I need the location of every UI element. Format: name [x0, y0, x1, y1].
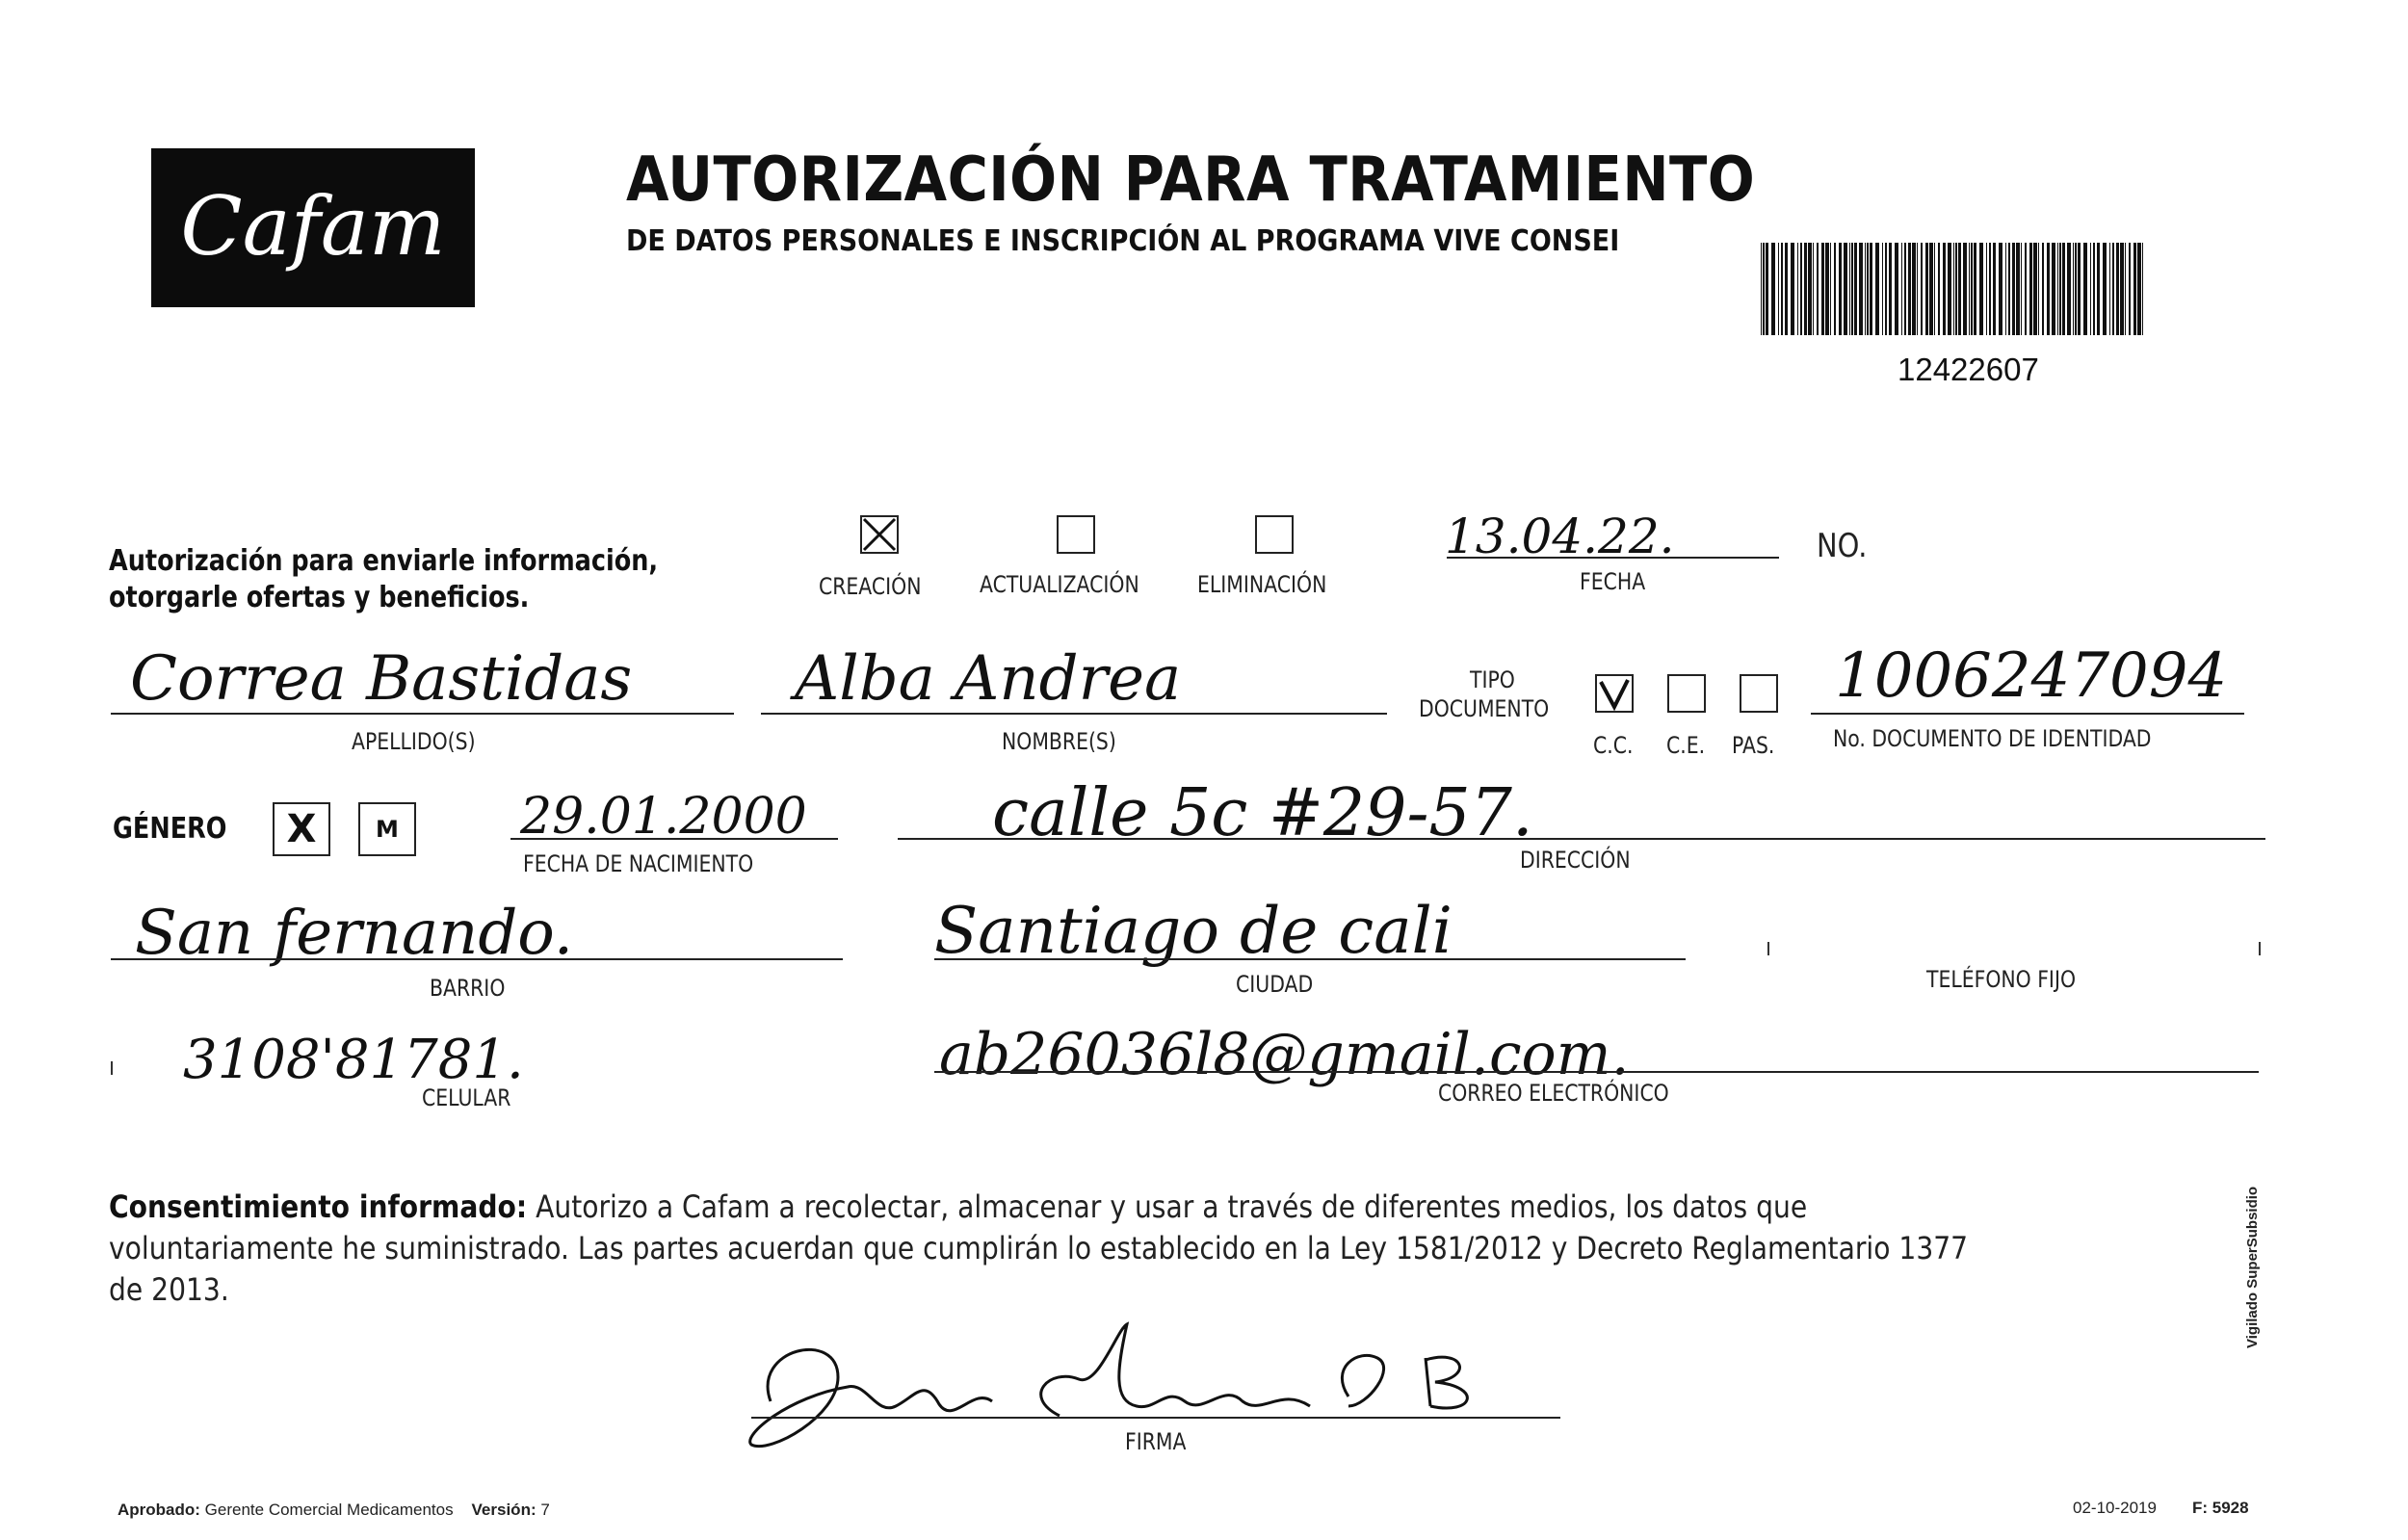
- barcode-bar: [2078, 243, 2081, 335]
- barcode-bar: [1948, 243, 1951, 335]
- barcode-bar: [2021, 243, 2022, 335]
- barcode-bar: [1771, 243, 1775, 335]
- barcode-bar: [1963, 243, 1967, 335]
- aprobado-label: Aprobado:: [118, 1501, 200, 1519]
- barcode-bar: [1969, 243, 1970, 335]
- check-v-icon: [1597, 676, 1632, 711]
- pas-label: PAS.: [1732, 732, 1775, 759]
- nacimiento-line: [510, 838, 838, 840]
- barcode-bar: [2025, 243, 2027, 335]
- barcode-bar: [1921, 243, 1923, 335]
- barcode-bar: [1993, 243, 1996, 335]
- direccion-line: [898, 838, 2265, 840]
- aprobado-value: Gerente Comercial Medicamentos: [204, 1501, 454, 1519]
- telefono-label: TELÉFONO FIJO: [1926, 966, 2077, 993]
- barcode-bar: [1781, 243, 1783, 335]
- barcode-bar: [1808, 243, 1812, 335]
- barcode-bar: [1885, 243, 1887, 335]
- creacion-label: CREACIÓN: [819, 573, 922, 600]
- nombres-value: Alba Andrea: [795, 643, 1182, 715]
- barcode-bar: [2093, 243, 2095, 335]
- documento-line: [1811, 713, 2244, 715]
- barcode-bar: [2005, 243, 2006, 335]
- barcode-bar: [1854, 243, 1857, 335]
- barcode-bar: [2112, 243, 2114, 335]
- cafam-logo-mark: [151, 148, 475, 307]
- barcode-bar: [1865, 243, 1866, 335]
- barcode-bar: [2090, 243, 2091, 335]
- correo-label: CORREO ELECTRÓNICO: [1438, 1080, 1669, 1107]
- check-x-icon: [862, 517, 897, 552]
- barcode-bar: [1895, 243, 1898, 335]
- genero-f-mark: X: [286, 807, 317, 851]
- barcode-bar: [2120, 243, 2124, 335]
- barcode-bar: [1979, 243, 1983, 335]
- genero-f-checkbox[interactable]: [273, 802, 330, 856]
- telefono-tick-left: [1767, 942, 1769, 955]
- version-label: Versión:: [471, 1501, 537, 1519]
- consent-paragraph: [109, 1187, 1991, 1311]
- form-title: AUTORIZACIÓN PARA TRATAMIENTO: [626, 144, 1756, 216]
- creacion-checkbox[interactable]: [860, 515, 899, 554]
- barcode-bar: [1785, 243, 1788, 335]
- version-value: 7: [540, 1501, 550, 1519]
- barcode-bar: [2103, 243, 2107, 335]
- barcode-bar: [1821, 243, 1824, 335]
- barcode-bar: [1817, 243, 1819, 335]
- barcode-bar: [1953, 243, 1954, 335]
- barcode-bar: [1761, 243, 1762, 335]
- barcode-bar: [2052, 243, 2055, 335]
- genero-m-checkbox[interactable]: [358, 802, 416, 856]
- footer-date: 02-10-2019: [2073, 1499, 2157, 1517]
- celular-value: 3108'81781.: [183, 1029, 524, 1091]
- genero-m-label: M: [376, 816, 399, 843]
- apellidos-value: Correa Bastidas: [130, 643, 633, 715]
- telefono-tick-right: [2259, 942, 2261, 955]
- barcode-bar: [2129, 243, 2131, 335]
- barcode-bar: [1867, 243, 1869, 335]
- barcode: [1761, 243, 2148, 335]
- barcode-number: 12422607: [1898, 352, 2039, 387]
- barcode-bar: [2029, 243, 2032, 335]
- fecha-label: FECHA: [1580, 568, 1646, 595]
- ciudad-value: Santiago de cali: [934, 894, 1453, 968]
- barcode-bar: [1938, 243, 1940, 335]
- barcode-bar: [2008, 243, 2010, 335]
- barcode-bar: [1875, 243, 1879, 335]
- barcode-bar: [1908, 243, 1911, 335]
- ce-checkbox[interactable]: [1667, 674, 1706, 713]
- barcode-bar: [2075, 243, 2077, 335]
- barcode-bar: [1989, 243, 1991, 335]
- barcode-bar: [2059, 243, 2061, 335]
- barcode-bar: [1929, 243, 1933, 335]
- barcode-bar: [2137, 243, 2141, 335]
- genero-label: GÉNERO: [113, 812, 227, 846]
- celular-tick-left: [111, 1061, 113, 1075]
- actualizacion-label: ACTUALIZACIÓN: [980, 571, 1139, 598]
- barcode-bar: [2042, 243, 2044, 335]
- eliminacion-checkbox[interactable]: [1255, 515, 1294, 554]
- barcode-bar: [2109, 243, 2110, 335]
- barcode-bar: [1763, 243, 1765, 335]
- actualizacion-checkbox[interactable]: [1057, 515, 1095, 554]
- consent-heading: Consentimiento informado:: [109, 1188, 528, 1225]
- barcode-bar: [1849, 243, 1850, 335]
- barcode-bar: [1904, 243, 1906, 335]
- nombres-label: NOMBRE(S): [1002, 728, 1116, 755]
- documento-label: No. DOCUMENTO DE IDENTIDAD: [1833, 725, 2152, 752]
- apellidos-line: [111, 713, 734, 715]
- barcode-bar: [1958, 243, 1961, 335]
- intro-line-2: otorgarle ofertas y beneficios.: [109, 581, 530, 614]
- barcode-bar: [1955, 243, 1957, 335]
- barcode-bar: [2033, 243, 2037, 335]
- eliminacion-label: ELIMINACIÓN: [1197, 571, 1327, 598]
- barcode-bar: [1813, 243, 1814, 335]
- barcode-bar: [1859, 243, 1863, 335]
- apellidos-label: APELLIDO(S): [352, 728, 476, 755]
- pas-checkbox[interactable]: [1740, 674, 1778, 713]
- intro-line-1: Autorización para enviarle información,: [109, 544, 659, 578]
- consent-text: Autorizo a Cafam a recolectar, almacenar y usar a través de diferentes medios, los datos que voluntariamente he suministrado. Las partes acuerdan que cumplirán lo establecido en la Ley 1581/2012 y Decreto Reglamentario 1377 de 2013.: [109, 1188, 1969, 1308]
- barcode-bar: [1882, 243, 1883, 335]
- barcode-bar: [1791, 243, 1794, 335]
- barcode-bar: [2062, 243, 2065, 335]
- barcode-bar: [1912, 243, 1916, 335]
- barcode-bar: [2073, 243, 2074, 335]
- ciudad-label: CIUDAD: [1236, 971, 1314, 998]
- barcode-bar: [1834, 243, 1836, 335]
- barcode-bar: [2038, 243, 2039, 335]
- barcode-bar: [1971, 243, 1973, 335]
- barcode-bar: [2047, 243, 2050, 335]
- barcode-bar: [2012, 243, 2015, 335]
- barcode-bar: [1800, 243, 1802, 335]
- barcode-bar: [2133, 243, 2136, 335]
- barcode-bar: [2097, 243, 2100, 335]
- barcode-bar: [1797, 243, 1798, 335]
- cc-label: C.C.: [1593, 732, 1634, 759]
- direccion-value: calle 5c #29-57.: [992, 775, 1533, 851]
- barcode-bar: [2116, 243, 2119, 335]
- fecha-line: [1447, 557, 1779, 559]
- ce-label: C.E.: [1666, 732, 1706, 759]
- barcode-bar: [1925, 243, 1928, 335]
- barrio-value: San fernando.: [135, 898, 574, 969]
- documento-value: 1006247094: [1835, 640, 2228, 712]
- tipo-doc-label-2: DOCUMENTO: [1419, 695, 1550, 722]
- signature-label: FIRMA: [1125, 1428, 1187, 1455]
- footer-code: F: 5928: [2192, 1499, 2249, 1517]
- barrio-label: BARRIO: [430, 975, 506, 1002]
- form-subtitle: DE DATOS PERSONALES E INSCRIPCIÓN AL PROGRAMA VIVE CONSEI: [626, 224, 1620, 258]
- barrio-line: [111, 958, 843, 960]
- logo-text: Cafam: [180, 179, 446, 274]
- direccion-label: DIRECCIÓN: [1520, 847, 1631, 874]
- footer-aprobado: [118, 1501, 550, 1520]
- ciudad-line: [934, 958, 1686, 960]
- barcode-bar: [2083, 243, 2087, 335]
- barcode-bar: [1986, 243, 1987, 335]
- barcode-bar: [1830, 243, 1831, 335]
- barcode-bar: [1804, 243, 1807, 335]
- barcode-bar: [1839, 243, 1842, 335]
- barcode-bar: [1901, 243, 1902, 335]
- barcode-bar: [1917, 243, 1918, 335]
- correo-value: ab26036l8@gmail.com.: [939, 1021, 1630, 1088]
- barcode-bar: [1974, 243, 1976, 335]
- barcode-bar: [1851, 243, 1853, 335]
- nombres-line: [761, 713, 1387, 715]
- cc-checkbox[interactable]: [1595, 674, 1634, 713]
- no-label: NO.: [1817, 527, 1868, 565]
- barcode-bar: [1844, 243, 1847, 335]
- fecha-value: 13.04.22.: [1445, 509, 1675, 564]
- barcode-bar: [2067, 243, 2071, 335]
- nacimiento-label: FECHA DE NACIMIENTO: [523, 850, 754, 877]
- cafam-logo: [151, 148, 475, 307]
- supersubsidio-vertical-text: Vigilado SuperSubsidio: [2244, 1186, 2261, 1348]
- barcode-bar: [1943, 243, 1946, 335]
- barcode-bar: [1889, 243, 1892, 335]
- correo-line: [934, 1071, 2259, 1073]
- barcode-bar: [2142, 243, 2143, 335]
- barcode-bar: [1999, 243, 2002, 335]
- nacimiento-value: 29.01.2000: [520, 788, 807, 846]
- celular-label: CELULAR: [422, 1084, 511, 1111]
- barcode-bar: [1778, 243, 1779, 335]
- barcode-bar: [2125, 243, 2126, 335]
- barcode-bar: [1766, 243, 1768, 335]
- tipo-doc-label-1: TIPO: [1470, 666, 1515, 693]
- barcode-bar: [2057, 243, 2058, 335]
- barcode-bar: [1934, 243, 1935, 335]
- barcode-bar: [1825, 243, 1829, 335]
- barcode-bar: [1870, 243, 1872, 335]
- barcode-bar: [2016, 243, 2020, 335]
